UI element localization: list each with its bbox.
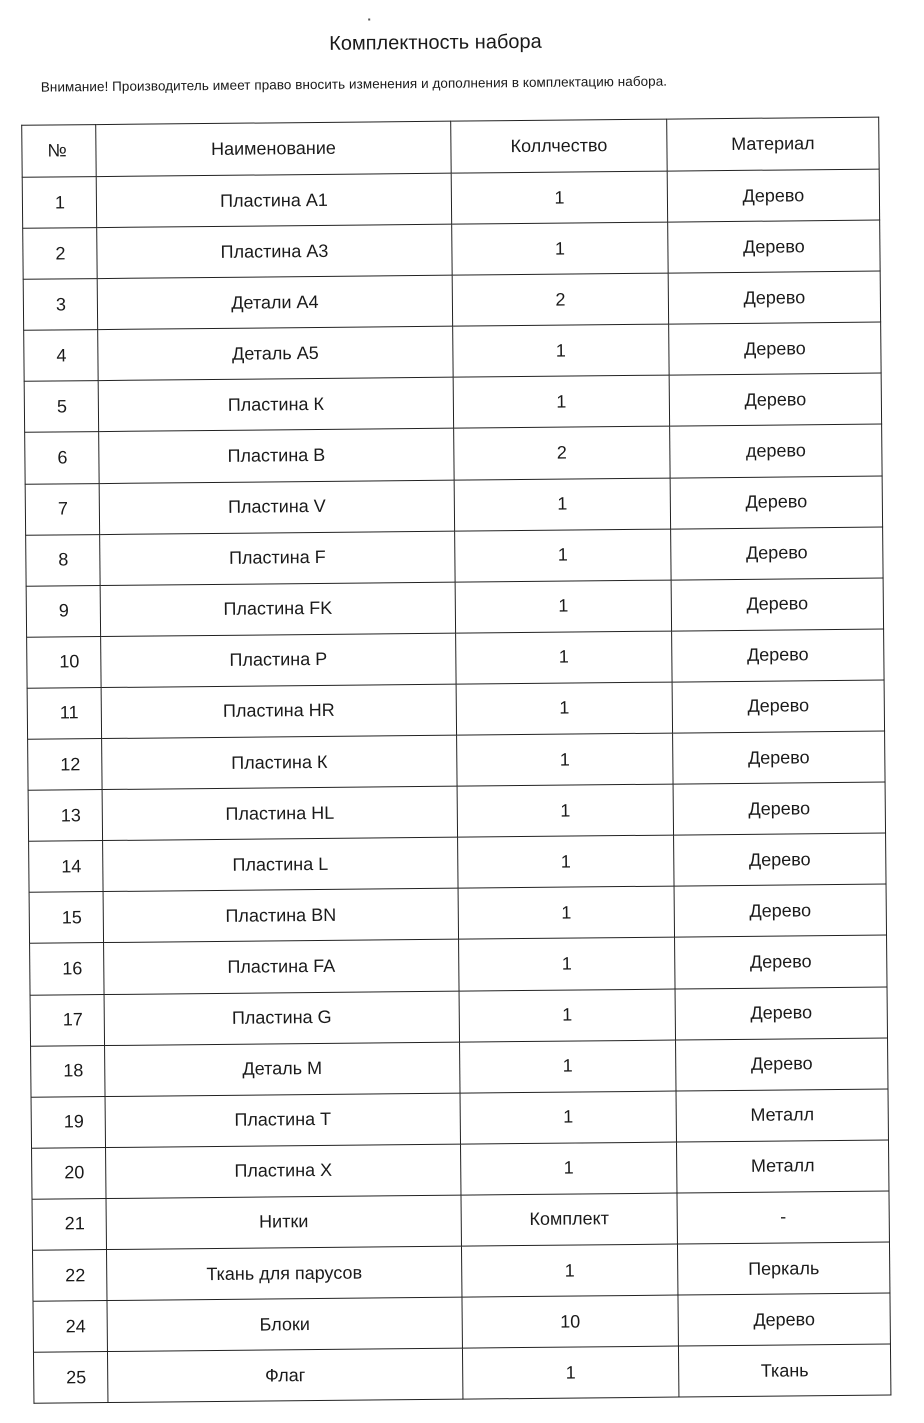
cell-number: 11 [27,687,101,739]
cell-material: Металл [676,1140,888,1193]
cell-quantity: 2 [452,273,668,326]
cell-quantity: 1 [461,1244,677,1297]
cell-material: Дерево [675,935,887,988]
cell-name: Деталь А5 [98,326,453,380]
cell-number: 1 [22,177,96,229]
table-row [23,220,880,279]
cell-name: Нитки [106,1195,461,1249]
table-row [31,1038,888,1097]
cell-quantity: 1 [458,886,674,939]
cell-material: Дерево [676,1038,888,1091]
cell-number: 17 [30,994,104,1046]
cell-name: Пластина F [100,531,455,585]
cell-quantity: 1 [459,989,675,1042]
table-row [33,1242,890,1301]
cell-name: Детали А4 [97,275,452,329]
cell-name: Пластина V [99,480,454,534]
cell-material: Дерево [672,680,884,733]
cell-name: Пластина А1 [96,173,451,227]
cell-number: 5 [24,381,98,433]
cell-name: Пластина HR [101,684,456,738]
cell-number: 20 [32,1147,106,1199]
cell-quantity: 1 [460,1091,676,1144]
cell-number: 14 [29,841,103,893]
table-row [30,935,887,994]
cell-material: Дерево [674,884,886,937]
cell-quantity: 1 [455,580,671,633]
cell-quantity: 1 [456,682,672,735]
cell-quantity: 1 [460,1040,676,1093]
table-row [24,322,881,381]
cell-number: 10 [27,636,101,688]
cell-number: 22 [33,1250,107,1302]
cell-number: 6 [25,432,99,484]
cell-name: Пластина BN [103,888,458,942]
cell-name: Пластина FA [104,940,459,994]
header-material: Материал [667,117,879,171]
cell-quantity: 1 [452,222,668,275]
cell-name: Пластина К [98,378,453,432]
cell-name: Пластина А3 [97,224,452,278]
cell-quantity: 1 [457,733,673,786]
cell-quantity: 1 [458,835,674,888]
cell-quantity: 1 [455,529,671,582]
cell-material: Дерево [671,527,883,580]
scan-speck [368,18,370,20]
cell-material: Дерево [673,782,885,835]
cell-material: Дерево [669,373,881,426]
cell-material: Дерево [671,578,883,631]
table-row [33,1293,890,1352]
table-row [26,527,883,586]
cell-material: Ткань [678,1344,890,1397]
cell-material: Дерево [675,987,887,1040]
cell-number: 12 [28,739,102,791]
document-title: Комплектность набора [329,30,542,55]
cell-quantity: Комплект [461,1193,677,1246]
cell-name: Пластина Х [106,1144,461,1198]
table-row [32,1140,889,1199]
cell-material: Перкаль [677,1242,889,1295]
cell-name: Пластина Р [101,633,456,687]
cell-material: Дерево [673,731,885,784]
table-row [31,1089,888,1148]
cell-material: Дерево [674,833,886,886]
cell-name: Пластина Т [105,1093,460,1147]
cell-material: Металл [676,1089,888,1142]
cell-quantity: 1 [456,631,672,684]
table-row [25,476,882,535]
header-quantity: Коллчество [451,119,667,173]
cell-number: 3 [23,279,97,331]
cell-name: Деталь М [105,1042,460,1096]
cell-quantity: 1 [454,478,670,531]
cell-material: дерево [670,425,882,478]
cell-number: 16 [30,943,104,995]
contents-table [21,117,891,1404]
cell-quantity: 1 [461,1142,677,1195]
table-row [22,169,879,228]
cell-number: 13 [28,790,102,842]
header-name: Наименование [96,121,451,176]
cell-name: Пластина HL [102,786,457,840]
cell-number: 2 [23,228,97,280]
cell-quantity: 2 [454,427,670,480]
cell-number: 4 [24,330,98,382]
cell-number: 25 [33,1352,107,1404]
cell-quantity: 1 [453,324,669,377]
cell-number: 18 [31,1045,105,1097]
cell-name: Флаг [107,1348,462,1402]
cell-quantity: 1 [451,171,667,224]
cell-material: Дерево [672,629,884,682]
cell-number: 21 [32,1198,106,1250]
table-row [30,987,887,1046]
table-row [33,1344,890,1403]
cell-number: 24 [33,1301,107,1353]
cell-name: Блоки [107,1297,462,1351]
notice-text: Внимание! Производитель имеет право вносить изменения и дополнения в комплектацию набора. [40,73,668,95]
cell-name: Пластина G [104,991,459,1045]
cell-name: Пластина L [103,837,458,891]
table-row [29,884,886,943]
table-row [26,578,883,637]
cell-name: Пластина В [99,429,454,483]
cell-number: 7 [25,483,99,535]
cell-quantity: 1 [453,375,669,428]
cell-name: Пластина К [102,735,457,789]
cell-number: 8 [26,534,100,586]
cell-material: Дерево [678,1293,890,1346]
table-row [23,271,880,330]
table-row [28,731,885,790]
table-row [28,782,885,841]
header-number: № [22,125,96,178]
cell-number: 15 [29,892,103,944]
table-row [24,373,881,432]
cell-material: Дерево [670,476,882,529]
cell-quantity: 1 [462,1346,678,1399]
cell-material: Дерево [668,271,880,324]
table-row [25,425,882,484]
cell-name: Пластина FK [100,582,455,636]
table-row [29,833,886,892]
cell-material: Дерево [668,220,880,273]
cell-quantity: 1 [457,784,673,837]
cell-material: - [677,1191,889,1244]
cell-name: Ткань для парусов [106,1246,461,1300]
table-row [27,680,884,739]
table-header-row [22,117,879,177]
table-row [32,1191,889,1250]
cell-number: 19 [31,1096,105,1148]
cell-quantity: 1 [459,937,675,990]
cell-quantity: 10 [462,1295,678,1348]
table-row [27,629,884,688]
cell-material: Дерево [669,322,881,375]
cell-material: Дерево [667,169,879,222]
cell-number: 9 [26,585,100,637]
